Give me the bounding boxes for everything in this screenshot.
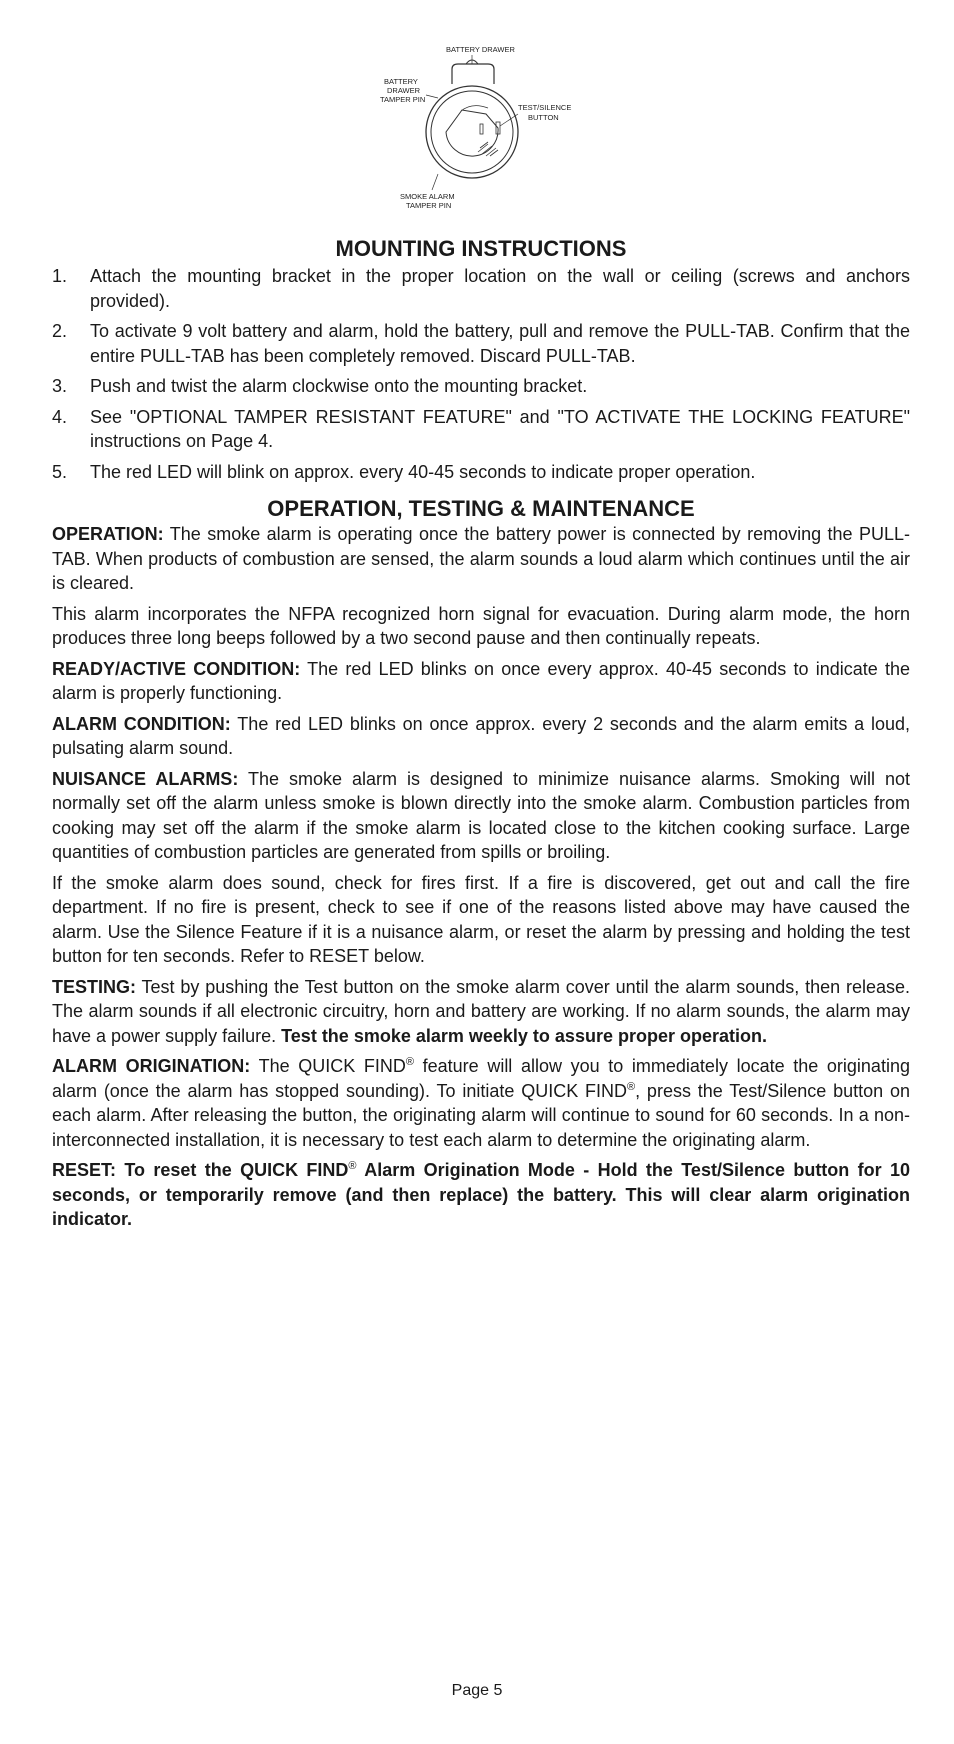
list-item: 5. The red LED will blink on approx. every 40-45 seconds to indicate proper operation.	[52, 461, 756, 482]
nuisance-paragraph: NUISANCE ALARMS: The smoke alarm is designed to minimize nuisance alarms. Smoking will not normally set off the alarm unless smoke is blown directly into the smoke alarm. Combustion particles from cooking may set off the alarm if the smoke alarm is located close to the kitchen cooking surface. Large quantities of combustion particles are generated from spills or broiling.	[52, 768, 911, 862]
page-number: Page 5	[451, 1682, 503, 1699]
ready-paragraph: READY/ACTIVE CONDITION: The red LED blinks on once every approx. 40-45 seconds to indicate the alarm is properly functioning.	[52, 658, 910, 703]
mounting-heading: MOUNTING INSTRUCTIONS	[335, 236, 627, 261]
operation-paragraph: OPERATION: The smoke alarm is operating once the battery power is connected by removing the PULL-TAB. When products of combustion are sensed, the alarm sounds a loud alarm which continues until the air is cleared.	[52, 524, 910, 593]
label-tamper-pin-3: TAMPER PIN	[380, 95, 426, 104]
smoke-alarm-drawing	[366, 44, 596, 224]
page-content	[52, 236, 910, 1238]
alarm-sound-paragraph: If the smoke alarm does sound, check for fires first. If a fire is discovered, get out and call the fire department. If no fire is present, check to see if one of the reasons listed above may have caused the alarm. Use the Silence Feature if it is a nuisance alarm, or reset the alarm by pressing and holding the test button for ten seconds. Refer to RESET below.	[52, 872, 910, 966]
list-item: 3. Push and twist the alarm clockwise onto the mounting bracket.	[52, 376, 588, 396]
operation-heading: OPERATION, TESTING & MAINTENANCE	[267, 496, 695, 521]
list-item: 1. Attach the mounting bracket in the proper location on the wall or ceiling (screws and anchors provided).	[52, 266, 910, 311]
reset-paragraph: RESET: To reset the QUICK FIND® Alarm Origination Mode - Hold the Test/Silence button for 10 seconds, or temporarily remove (and then replace) the battery. This will clear alarm origination indicator.	[52, 1160, 910, 1229]
origination-paragraph: ALARM ORIGINATION: The QUICK FIND® feature will allow you to immediately locate the originating alarm (once the alarm has stopped sounding). To initiate QUICK FIND®, press the Test/Silence button on each alarm. After releasing the button, the originating alarm will continue to sound for 60 seconds. In a non-interconnected installation, it is necessary to test each alarm to determine the originating alarm.	[52, 1056, 910, 1150]
label-smoke-pin-2: TAMPER PIN	[406, 201, 452, 210]
mounting-list	[52, 264, 910, 484]
alarm-condition-paragraph: ALARM CONDITION: The red LED blinks on once approx. every 2 seconds and the alarm emits a loud, pulsating alarm sound.	[52, 713, 911, 758]
label-battery-drawer: BATTERY DRAWER	[446, 45, 515, 54]
label-tamper-pin-2: DRAWER	[387, 86, 421, 95]
label-test-button-2: BUTTON	[528, 113, 559, 122]
smoke-alarm-diagram	[52, 44, 910, 224]
label-test-button-1: TEST/SILENCE	[518, 103, 572, 112]
list-item: 2. To activate 9 volt battery and alarm, hold the battery, pull and remove the PULL-TAB. Confirm that the entire PULL-TAB has been completely removed. Discard PULL-TAB.	[52, 321, 910, 366]
testing-paragraph: TESTING: Test by pushing the Test button on the smoke alarm cover until the alarm sounds, then release. The alarm sounds if all electronic circuitry, horn and battery are working. If no alarm sounds, the alarm may have a power supply failure. Test the smoke alarm weekly to assure proper operation.	[52, 976, 910, 1046]
label-smoke-pin-1: SMOKE ALARM	[400, 192, 455, 201]
list-item: 4. See "OPTIONAL TAMPER RESISTANT FEATURE" and "TO ACTIVATE THE LOCKING FEATURE" instructions on Page 4.	[52, 406, 910, 451]
label-tamper-pin-1: BATTERY	[384, 77, 418, 86]
nfpa-paragraph: This alarm incorporates the NFPA recognized horn signal for evacuation. During alarm mode, the horn produces three long beeps followed by a two second pause and then continually repeats.	[52, 603, 910, 648]
